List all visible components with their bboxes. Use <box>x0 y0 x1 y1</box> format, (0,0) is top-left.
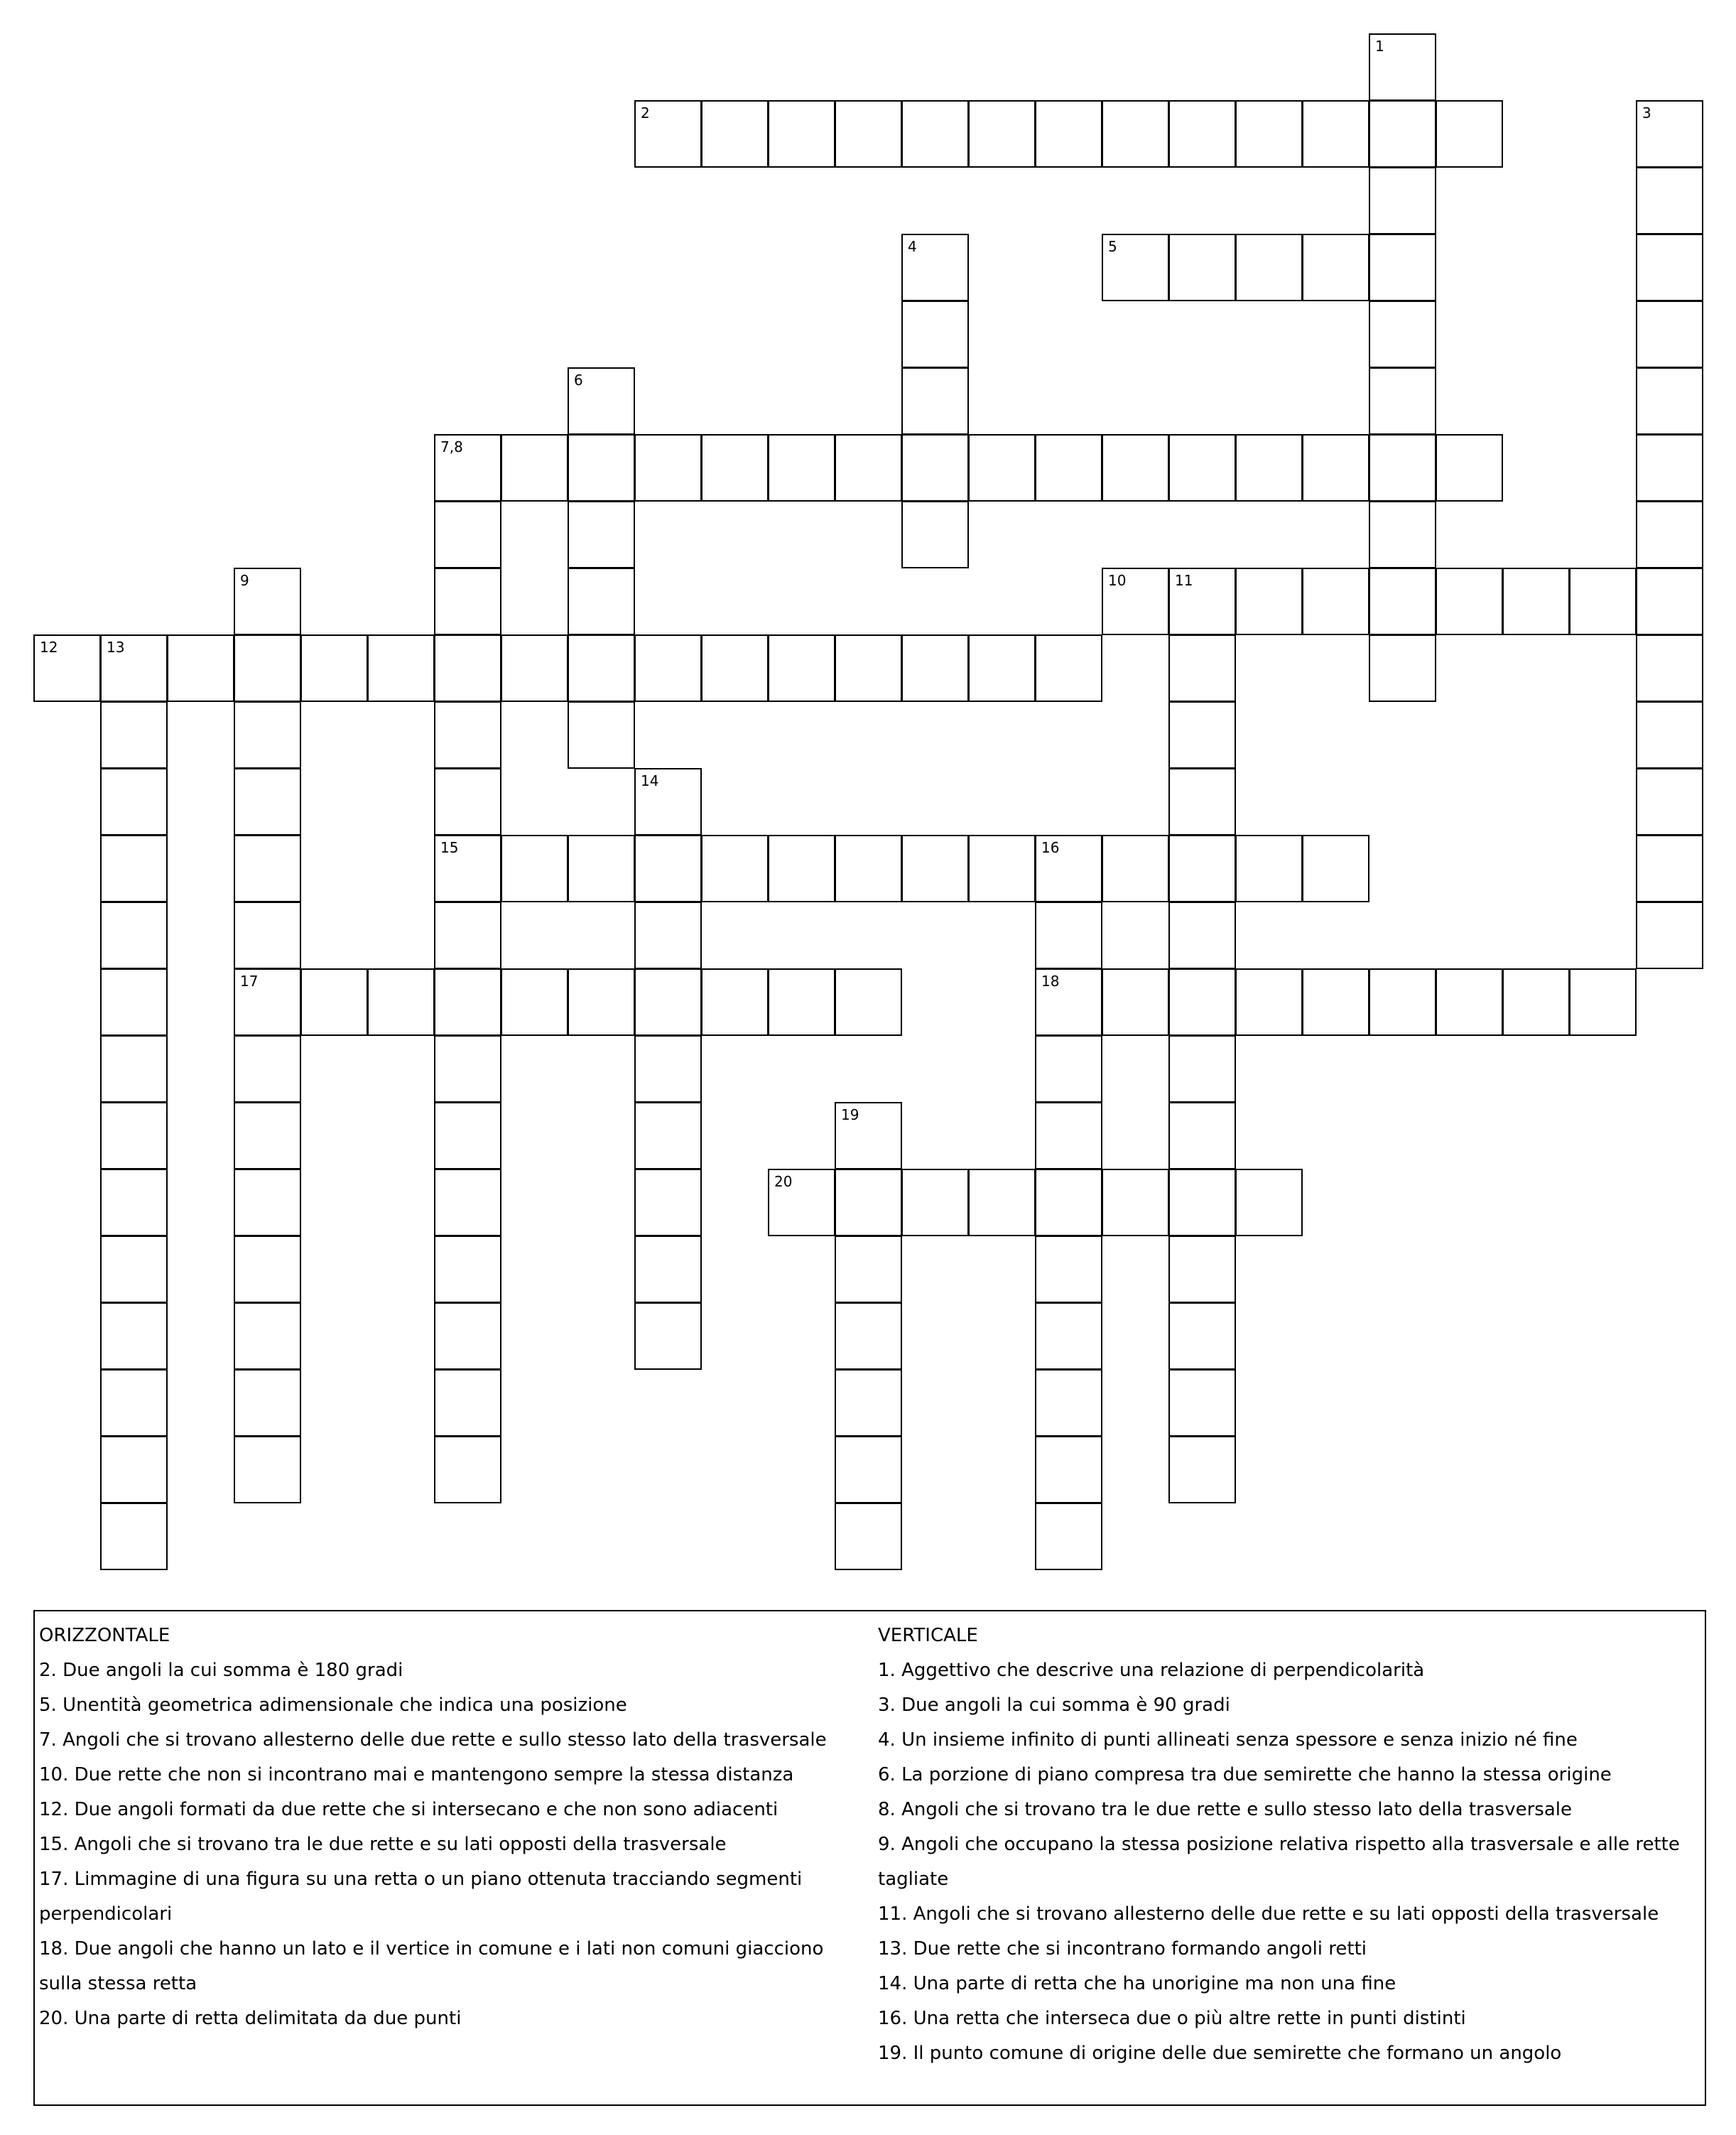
grid-cell[interactable] <box>1235 968 1303 1036</box>
clue-number: 5 <box>1108 238 1117 255</box>
grid-cell[interactable] <box>100 1369 168 1437</box>
clue-number: 20 <box>774 1173 793 1190</box>
grid-cell[interactable] <box>1436 968 1503 1036</box>
grid-cell[interactable] <box>501 968 568 1036</box>
grid-cell[interactable] <box>1168 568 1236 635</box>
across-clue-18: 18. Due angoli che hanno un lato e il vertice in comune e i lati non comuni giacciono sulla stessa retta <box>39 1938 824 1994</box>
grid-cell[interactable] <box>968 634 1036 702</box>
grid-cell[interactable] <box>1369 634 1436 702</box>
grid-cell[interactable] <box>1168 1436 1236 1503</box>
grid-cell[interactable] <box>1636 501 1703 568</box>
grid-cell[interactable] <box>1502 968 1570 1036</box>
clue-number: 14 <box>641 772 659 789</box>
down-clue-11: 11. Angoli che si trovano allesterno delle due rette e su lati opposti della trasversale <box>878 1903 1659 1925</box>
grid-cell[interactable] <box>634 768 702 836</box>
grid-cell[interactable] <box>1436 434 1503 502</box>
grid-cell[interactable] <box>434 434 501 502</box>
grid-cell[interactable] <box>1235 100 1303 168</box>
grid-cell[interactable] <box>234 1436 301 1503</box>
grid-cell[interactable] <box>1636 434 1703 502</box>
grid-cell[interactable] <box>1168 701 1236 769</box>
grid-cell[interactable] <box>1168 634 1236 702</box>
grid-cell[interactable] <box>1302 968 1369 1036</box>
grid-cell[interactable] <box>1636 768 1703 836</box>
grid-cell[interactable] <box>1102 835 1169 902</box>
grid-cell[interactable] <box>434 835 501 902</box>
across-clue-17: 17. Limmagine di una figura su una retta o un piano ottenuta tracciando segmenti perpendicolari <box>39 1869 803 1925</box>
grid-cell[interactable] <box>501 634 568 702</box>
grid-cell[interactable] <box>768 434 835 502</box>
grid-cell[interactable] <box>901 100 969 168</box>
clue-number: 1 <box>1375 38 1384 55</box>
grid-cell[interactable] <box>1502 568 1570 635</box>
grid-cell[interactable] <box>1636 568 1703 635</box>
across-clue-2: 2. Due angoli la cui somma è 180 gradi <box>39 1660 403 1681</box>
grid-cell[interactable] <box>634 1302 702 1370</box>
down-heading: VERTICALE <box>878 1625 978 1646</box>
grid-cell[interactable] <box>367 968 435 1036</box>
grid-cell[interactable] <box>1168 835 1236 902</box>
grid-cell[interactable] <box>300 634 368 702</box>
grid-cell[interactable] <box>434 634 501 702</box>
grid-cell[interactable] <box>1035 968 1102 1036</box>
grid-cell[interactable] <box>1168 1236 1236 1303</box>
grid-cell[interactable] <box>1102 234 1169 301</box>
grid-cell[interactable] <box>1168 902 1236 969</box>
grid-cell[interactable] <box>100 1035 168 1103</box>
down-clue-16: 16. Una retta che interseca due o più altre rette in punti distinti <box>878 2008 1466 2029</box>
grid-cell[interactable] <box>901 301 969 368</box>
clues-box <box>33 1610 1706 2106</box>
grid-cell[interactable] <box>100 634 168 702</box>
grid-cell[interactable] <box>1035 1436 1102 1503</box>
across-clues <box>39 1618 870 2036</box>
across-heading: ORIZZONTALE <box>39 1625 170 1646</box>
grid-cell[interactable] <box>434 902 501 969</box>
grid-cell[interactable] <box>434 1236 501 1303</box>
grid-cell[interactable] <box>835 1503 902 1570</box>
down-clue-14: 14. Una parte di retta che ha unorigine ma non una fine <box>878 1973 1396 1994</box>
across-clue-10: 10. Due rette che non si incontrano mai e mantengono sempre la stessa distanza <box>39 1764 794 1785</box>
grid-cell[interactable] <box>234 1302 301 1370</box>
grid-cell[interactable] <box>901 501 969 568</box>
grid-cell[interactable] <box>634 1169 702 1236</box>
grid-cell[interactable] <box>1168 1035 1236 1103</box>
grid-cell[interactable] <box>634 1102 702 1169</box>
grid-cell[interactable] <box>1168 1369 1236 1437</box>
grid-cell[interactable] <box>1235 568 1303 635</box>
grid-cell[interactable] <box>701 835 769 902</box>
grid-cell[interactable] <box>1235 434 1303 502</box>
grid-cell[interactable] <box>1636 367 1703 435</box>
grid-cell[interactable] <box>1168 234 1236 301</box>
grid-cell[interactable] <box>835 634 902 702</box>
grid-cell[interactable] <box>701 634 769 702</box>
across-clue-20: 20. Una parte di retta delimitata da due punti <box>39 2008 462 2029</box>
grid-cell[interactable] <box>1102 1169 1169 1236</box>
grid-cell[interactable] <box>634 968 702 1036</box>
down-clue-9: 9. Angoli che occupano la stessa posizione relativa rispetto alla trasversale e alle rette tagliate <box>878 1834 1680 1890</box>
grid-cell[interactable] <box>1636 634 1703 702</box>
grid-cell[interactable] <box>835 1436 902 1503</box>
grid-cell[interactable] <box>1035 1503 1102 1570</box>
grid-cell[interactable] <box>100 1236 168 1303</box>
grid-cell[interactable] <box>1302 234 1369 301</box>
clue-number: 4 <box>908 238 917 255</box>
grid-cell[interactable] <box>835 968 902 1036</box>
grid-cell[interactable] <box>1035 1035 1102 1103</box>
grid-cell[interactable] <box>634 1035 702 1103</box>
grid-cell[interactable] <box>100 902 168 969</box>
grid-cell[interactable] <box>434 1169 501 1236</box>
grid-cell[interactable] <box>33 634 101 702</box>
grid-cell[interactable] <box>835 835 902 902</box>
grid-cell[interactable] <box>1302 434 1369 502</box>
grid-cell[interactable] <box>968 434 1036 502</box>
grid-cell[interactable] <box>234 768 301 836</box>
grid-cell[interactable] <box>501 434 568 502</box>
across-clue-15: 15. Angoli che si trovano tra le due rette e su lati opposti della trasversale <box>39 1834 727 1855</box>
grid-cell[interactable] <box>434 1035 501 1103</box>
grid-cell[interactable] <box>1102 100 1169 168</box>
grid-cell[interactable] <box>1636 100 1703 168</box>
grid-cell[interactable] <box>1569 968 1637 1036</box>
down-clue-6: 6. La porzione di piano compresa tra due semirette che hanno la stessa origine <box>878 1764 1612 1785</box>
clue-number: 18 <box>1041 973 1060 990</box>
grid-cell[interactable] <box>1636 234 1703 301</box>
grid-cell[interactable] <box>234 1369 301 1437</box>
grid-cell[interactable] <box>634 902 702 969</box>
grid-cell[interactable] <box>901 835 969 902</box>
grid-cell[interactable] <box>634 434 702 502</box>
grid-cell[interactable] <box>234 634 301 702</box>
grid-cell[interactable] <box>434 701 501 769</box>
clue-number: 3 <box>1642 104 1651 121</box>
grid-cell[interactable] <box>434 1302 501 1370</box>
grid-cell[interactable] <box>234 968 301 1036</box>
grid-cell[interactable] <box>634 634 702 702</box>
clue-number: 10 <box>1108 572 1127 589</box>
grid-cell[interactable] <box>1168 1102 1236 1169</box>
grid-cell[interactable] <box>835 1369 902 1437</box>
grid-cell[interactable] <box>1302 568 1369 635</box>
grid-cell[interactable] <box>768 835 835 902</box>
grid-cell[interactable] <box>701 968 769 1036</box>
grid-cell[interactable] <box>1369 968 1436 1036</box>
grid-cell[interactable] <box>835 1236 902 1303</box>
grid-cell[interactable] <box>1035 100 1102 168</box>
grid-cell[interactable] <box>901 434 969 502</box>
grid-cell[interactable] <box>434 1102 501 1169</box>
grid-cell[interactable] <box>100 1436 168 1503</box>
grid-cell[interactable] <box>1369 33 1436 101</box>
grid-cell[interactable] <box>1235 835 1303 902</box>
grid-cell[interactable] <box>1369 167 1436 234</box>
grid-cell[interactable] <box>968 100 1036 168</box>
down-clues <box>878 1618 1705 2071</box>
grid-cell[interactable] <box>100 1169 168 1236</box>
clue-number: 19 <box>841 1106 859 1123</box>
grid-cell[interactable] <box>701 434 769 502</box>
grid-cell[interactable] <box>1369 301 1436 368</box>
clue-number: 13 <box>107 639 125 656</box>
grid-cell[interactable] <box>1369 568 1436 635</box>
grid-cell[interactable] <box>901 367 969 435</box>
grid-cell[interactable] <box>100 1503 168 1570</box>
grid-cell[interactable] <box>434 1369 501 1437</box>
grid-cell[interactable] <box>901 634 969 702</box>
grid-cell[interactable] <box>1302 100 1369 168</box>
grid-cell[interactable] <box>100 968 168 1036</box>
grid-cell[interactable] <box>1102 434 1169 502</box>
across-clue-12: 12. Due angoli formati da due rette che si intersecano e che non sono adiacenti <box>39 1799 779 1820</box>
grid-cell[interactable] <box>1168 1302 1236 1370</box>
grid-cell[interactable] <box>234 1169 301 1236</box>
grid-cell[interactable] <box>1436 100 1503 168</box>
grid-cell[interactable] <box>768 100 835 168</box>
grid-cell[interactable] <box>100 701 168 769</box>
down-clue-1: 1. Aggettivo che descrive una relazione di perpendicolarità <box>878 1660 1425 1681</box>
grid-cell[interactable] <box>1369 100 1436 168</box>
grid-cell[interactable] <box>568 434 635 502</box>
grid-cell[interactable] <box>1035 1102 1102 1169</box>
grid-cell[interactable] <box>901 1169 969 1236</box>
grid-cell[interactable] <box>835 1102 902 1169</box>
clue-number: 12 <box>40 639 58 656</box>
grid-cell[interactable] <box>568 701 635 769</box>
grid-cell[interactable] <box>1035 1369 1102 1437</box>
grid-cell[interactable] <box>501 835 568 902</box>
grid-cell[interactable] <box>968 835 1036 902</box>
down-clue-3: 3. Due angoli la cui somma è 90 gradi <box>878 1695 1230 1716</box>
grid-cell[interactable] <box>1102 968 1169 1036</box>
grid-cell[interactable] <box>1035 434 1102 502</box>
grid-cell[interactable] <box>634 100 702 168</box>
grid-cell[interactable] <box>434 568 501 635</box>
grid-cell[interactable] <box>1369 367 1436 435</box>
grid-cell[interactable] <box>234 835 301 902</box>
down-clue-13: 13. Due rette che si incontrano formando angoli retti <box>878 1938 1367 1960</box>
grid-cell[interactable] <box>1636 301 1703 368</box>
grid-cell[interactable] <box>1035 1169 1102 1236</box>
clue-number: 17 <box>240 973 259 990</box>
grid-cell[interactable] <box>568 568 635 635</box>
grid-cell[interactable] <box>1369 434 1436 502</box>
grid-cell[interactable] <box>835 1302 902 1370</box>
grid-cell[interactable] <box>768 968 835 1036</box>
grid-cell[interactable] <box>1569 568 1637 635</box>
across-clue-7: 7. Angoli che si trovano allesterno delle due rette e sullo stesso lato della trasversale <box>39 1729 827 1751</box>
grid-cell[interactable] <box>835 434 902 502</box>
grid-cell[interactable] <box>234 1035 301 1103</box>
grid-cell[interactable] <box>1436 568 1503 635</box>
grid-cell[interactable] <box>768 1169 835 1236</box>
grid-cell[interactable] <box>367 634 435 702</box>
grid-cell[interactable] <box>835 1169 902 1236</box>
grid-cell[interactable] <box>1636 701 1703 769</box>
grid-cell[interactable] <box>1168 968 1236 1036</box>
grid-cell[interactable] <box>634 1236 702 1303</box>
clue-number: 11 <box>1175 572 1193 589</box>
across-clue-5: 5. Unentità geometrica adimensionale che indica una posizione <box>39 1695 627 1716</box>
clue-number: 6 <box>574 372 583 389</box>
grid-cell[interactable] <box>1235 234 1303 301</box>
grid-cell[interactable] <box>1168 100 1236 168</box>
grid-cell[interactable] <box>901 234 969 301</box>
grid-cell[interactable] <box>234 568 301 635</box>
grid-cell[interactable] <box>100 768 168 836</box>
grid-cell[interactable] <box>1168 1169 1236 1236</box>
grid-cell[interactable] <box>701 100 769 168</box>
down-clue-19: 19. Il punto comune di origine delle due semirette che formano un angolo <box>878 2043 1562 2064</box>
grid-cell[interactable] <box>1168 768 1236 836</box>
grid-cell[interactable] <box>1636 167 1703 234</box>
grid-cell[interactable] <box>300 968 368 1036</box>
grid-cell[interactable] <box>1302 835 1369 902</box>
grid-cell[interactable] <box>568 835 635 902</box>
grid-cell[interactable] <box>835 100 902 168</box>
clue-number: 7,8 <box>440 438 463 455</box>
grid-cell[interactable] <box>1369 501 1436 568</box>
down-clue-8: 8. Angoli che si trovano tra le due rette e sullo stesso lato della trasversale <box>878 1799 1572 1820</box>
grid-cell[interactable] <box>234 701 301 769</box>
grid-cell[interactable] <box>568 968 635 1036</box>
grid-cell[interactable] <box>568 634 635 702</box>
grid-cell[interactable] <box>1035 835 1102 902</box>
grid-cell[interactable] <box>1636 835 1703 902</box>
grid-cell[interactable] <box>434 768 501 836</box>
grid-cell[interactable] <box>1636 902 1703 969</box>
grid-cell[interactable] <box>100 835 168 902</box>
grid-cell[interactable] <box>1102 568 1169 635</box>
grid-cell[interactable] <box>634 835 702 902</box>
grid-cell[interactable] <box>1035 902 1102 969</box>
grid-cell[interactable] <box>234 1236 301 1303</box>
grid-cell[interactable] <box>234 902 301 969</box>
down-clue-4: 4. Un insieme infinito di punti allineati senza spessore e senza inizio né fine <box>878 1729 1578 1751</box>
grid-cell[interactable] <box>968 1169 1036 1236</box>
grid-cell[interactable] <box>434 968 501 1036</box>
grid-cell[interactable] <box>768 634 835 702</box>
grid-cell[interactable] <box>167 634 234 702</box>
grid-cell[interactable] <box>1369 234 1436 301</box>
grid-cell[interactable] <box>1035 1302 1102 1370</box>
clue-number: 16 <box>1041 839 1060 856</box>
grid-cell[interactable] <box>568 501 635 568</box>
grid-cell[interactable] <box>100 1302 168 1370</box>
grid-cell[interactable] <box>434 1436 501 1503</box>
grid-cell[interactable] <box>1035 1236 1102 1303</box>
grid-cell[interactable] <box>568 367 635 435</box>
clue-number: 9 <box>240 572 249 589</box>
clue-number: 15 <box>440 839 459 856</box>
grid-cell[interactable] <box>1168 434 1236 502</box>
grid-cell[interactable] <box>1035 634 1102 702</box>
grid-cell[interactable] <box>434 501 501 568</box>
clue-number: 2 <box>641 104 650 121</box>
grid-cell[interactable] <box>1235 1169 1303 1236</box>
grid-cell[interactable] <box>234 1102 301 1169</box>
grid-cell[interactable] <box>100 1102 168 1169</box>
